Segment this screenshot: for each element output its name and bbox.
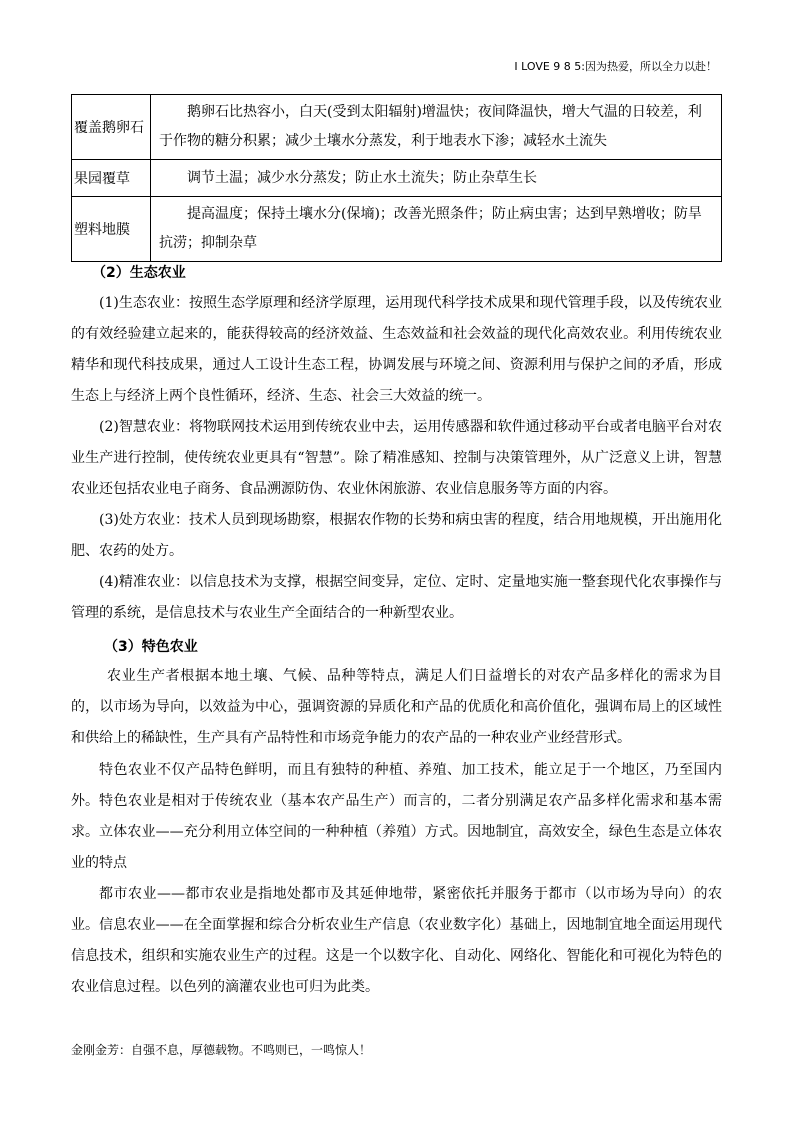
table-row (72, 95, 722, 160)
header-motto: I LOVE 9 8 5:因为热爱，所以全力以赴！ (514, 60, 717, 73)
paragraph: 信息农业——在全面掌握和综合分析农业生产信息（农业数字化）基础上，因地制宜地全面运用现代信息技术，组织和实施农业生产的过程。这是一个以数字化、自动化、网络化、智能化和可视化为特色的农业信息过程。以色列的滴灌农业也可归为此类。 (71, 917, 722, 995)
paragraph: (2)智慧农业：将物联网技术运用到传统农业中去，运用传感器和软件通过移动平台或者电脑平台对农业生产进行控制，使传统农业更具有“智慧”。除了精准感知、控制与决策管理外，从广泛意义上讲，智慧农业还包括农业电子商务、食品溯源防伪、农业休闲旅游、农业信息服务等方面的内容。 (71, 419, 722, 497)
mulch-table (71, 94, 722, 262)
table-row (72, 160, 722, 197)
table-cell-method: 覆盖鹅卵石 (72, 95, 151, 160)
paragraph: 特色农业是相对于传统农业（基本农产品生产）而言的，二者分别满足农产品多样化需求和基本需求。 (71, 793, 722, 840)
paragraph: 都市农业——都市农业是指地处都市及其延伸地带，紧密依托并服务于都市（以市场为导向）的农业。 (71, 886, 722, 933)
table-cell-effect: 提高温度；保持土壤水分(保墒)；改善光照条件；防止病虫害；达到早熟增收；防旱抗涝；抑制杂草 (151, 197, 722, 262)
paragraph: (4)精准农业：以信息技术为支撑，根据空间变异，定位、定时、定量地实施一整套现代化农事操作与管理的系统，是信息技术与农业生产全面结合的一种新型农业。 (71, 574, 722, 621)
section-title-special: （3）特色农业 (104, 639, 198, 655)
table-cell-effect: 调节土温；减少水分蒸发；防止水土流失；防止杂草生长 (151, 160, 722, 197)
paragraph: 农业生产者根据本地土壤、气候、品种等特点，满足人们日益增长的对农产品多样化的需求为目的，以市场为导向，以效益为中心，强调资源的异质化和产品的优质化和高价值化，强调布局上的区域性和供给上的稀缺性，生产具有产品特性和市场竞争能力的农产品的一种农业产业经营形式。 (71, 668, 722, 746)
section-title-eco: （2）生态农业 (92, 265, 186, 281)
table-cell-effect: 鹅卵石比热容小，白天(受到太阳辐射)增温快；夜间降温快，增大气温的日较差，利于作物的糖分积累；减少土壤水分蒸发，利于地表水下渗；减轻水土流失 (151, 95, 722, 160)
table-cell-method: 塑料地膜 (72, 197, 151, 262)
footer-motto: 金刚金芳：自强不息，厚德载物。不鸣则已，一鸣惊人！ (71, 1043, 372, 1057)
paragraph: 特色农业不仅产品特色鲜明，而且有独特的种植、养殖、加工技术，能立足于一个地区，乃至国内外。 (71, 762, 722, 809)
table-row (72, 197, 722, 262)
table-cell-method: 果园覆草 (72, 160, 151, 197)
paragraph: 立体农业——充分利用立体空间的一种种植（养殖）方式。因地制宜，高效安全，绿色生态是立体农业的特点 (71, 824, 722, 871)
paragraph: (1)生态农业：按照生态学原理和经济学原理，运用现代科学技术成果和现代管理手段，以及传统农业的有效经验建立起来的，能获得较高的经济效益、生态效益和社会效益的现代化高效农业。利用传统农业精华和现代科技成果，通过人工设计生态工程，协调发展与环境之间、资源利用与保护之间的矛盾，形成生态上与经济上两个良性循环，经济、生态、社会三大效益的统一。 (71, 295, 722, 404)
paragraph: (3)处方农业：技术人员到现场勘察，根据农作物的长势和病虫害的程度，结合用地规模，开出施用化肥、农药的处方。 (71, 512, 722, 559)
